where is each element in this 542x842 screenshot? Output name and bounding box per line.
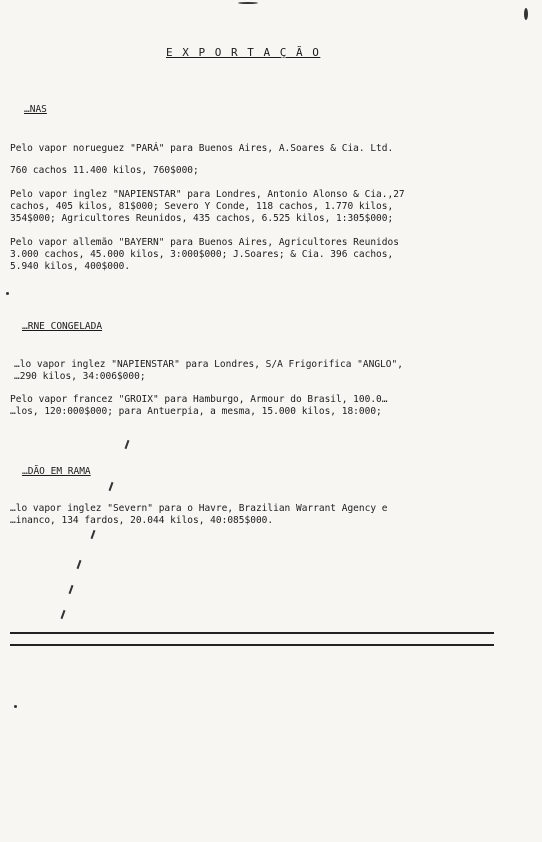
scan-mark — [125, 440, 130, 449]
text-line: …inanco, 134 fardos, 20.044 kilos, 40:085$000. — [10, 515, 274, 526]
text-line: 760 cachos 11.400 kilos, 760$000; — [10, 165, 199, 176]
scan-mark — [14, 705, 17, 708]
scan-mark — [91, 530, 96, 539]
scan-mark — [61, 610, 66, 619]
text-line: Pelo vapor inglez "NAPIENSTAR" para Londres, Antonio Alonso & Cia.,27 — [10, 189, 405, 200]
section-heading-carne-congelada: …RNE CONGELADA — [22, 321, 103, 332]
text-line: …los, 120:000$000; para Antuerpia, a mesma, 15.000 kilos, 18:000; — [10, 406, 382, 417]
scan-mark — [6, 292, 9, 295]
scan-mark — [524, 8, 528, 20]
text-line: cachos, 405 kilos, 81$000; Severo Y Conde, 118 cachos, 1.770 kilos, — [10, 201, 394, 212]
text-line: 3.000 cachos, 45.000 kilos, 3:000$000; J.Soares; & Cia. 396 cachos, — [10, 249, 394, 260]
text-line: 354$000; Agricultores Reunidos, 435 cachos, 6.525 kilos, 1:305$000; — [10, 213, 394, 224]
horizontal-rule — [10, 644, 494, 646]
text-line: Pelo vapor francez "GROIX" para Hamburgo, Armour do Brasil, 100.0… — [10, 394, 388, 405]
section-heading-bananas: …NAS — [24, 104, 47, 115]
text-line: …lo vapor inglez "NAPIENSTAR" para Londres, S/A Frigorifica "ANGLO", — [14, 359, 403, 370]
document-title: E X P O R T A Ç Ã O — [166, 46, 321, 59]
section-heading-algodao-em-rama: …DÃO EM RAMA — [22, 466, 91, 477]
horizontal-rule — [10, 632, 494, 634]
text-line: Pelo vapor allemão "BAYERN" para Buenos Aires, Agricultores Reunidos — [10, 237, 399, 248]
scan-mark — [109, 482, 114, 491]
text-line: …290 kilos, 34:006$000; — [14, 371, 146, 382]
scan-mark — [69, 585, 74, 594]
scan-mark — [77, 560, 82, 569]
text-line: Pelo vapor norueguez "PARÁ" para Buenos Aires, A.Soares & Cia. Ltd. — [10, 143, 394, 154]
scan-mark — [238, 2, 258, 4]
text-line: …lo vapor inglez "Severn" para o Havre, Brazilian Warrant Agency e — [10, 503, 388, 514]
text-line: 5.940 kilos, 400$000. — [10, 261, 131, 272]
